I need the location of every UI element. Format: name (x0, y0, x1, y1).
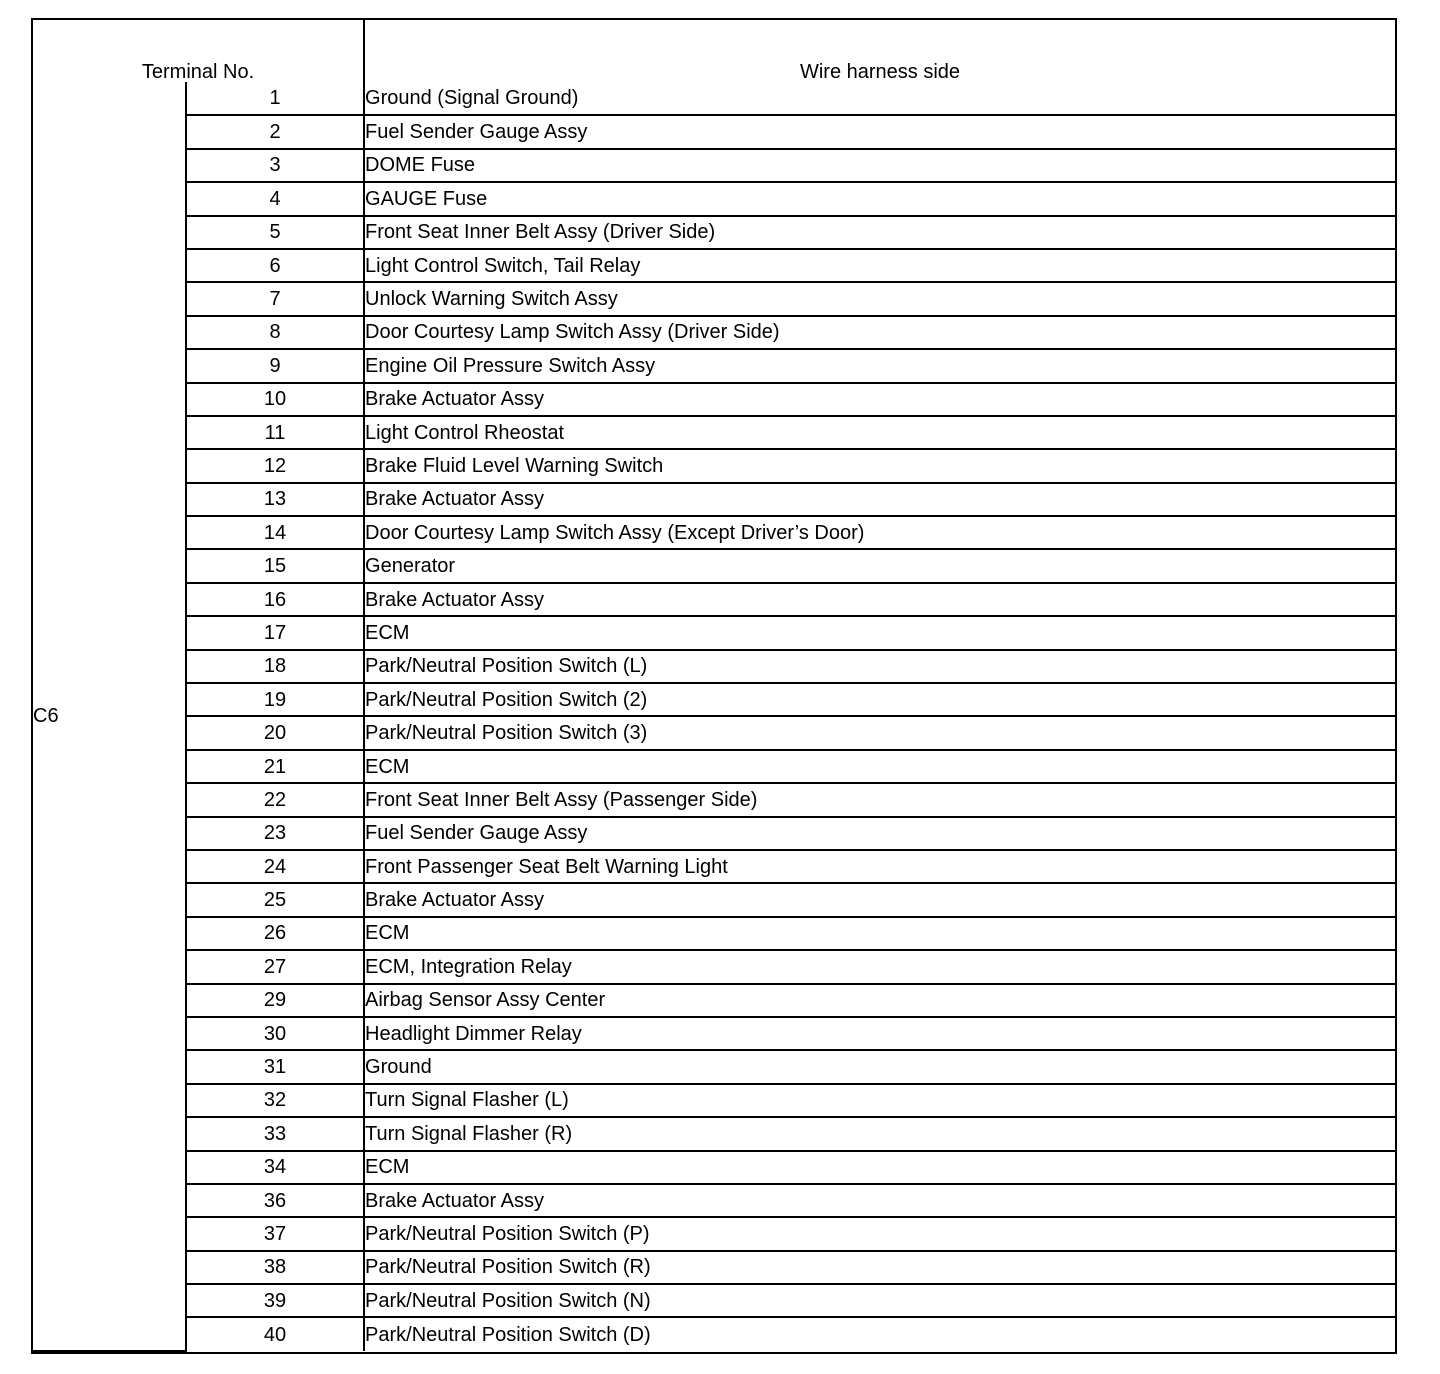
terminal-number: 6 (186, 249, 364, 282)
terminal-number: 11 (186, 416, 364, 449)
wire-harness-side-header: Wire harness side (364, 20, 1395, 82)
terminal-number: 4 (186, 182, 364, 215)
wire-harness-description: Airbag Sensor Assy Center (364, 984, 1395, 1017)
table-row (33, 416, 1395, 449)
wire-harness-description: Light Control Rheostat (364, 416, 1395, 449)
wire-harness-description: Front Passenger Seat Belt Warning Light (364, 850, 1395, 883)
terminal-number: 34 (186, 1151, 364, 1184)
terminal-number: 37 (186, 1217, 364, 1250)
terminal-number: 38 (186, 1251, 364, 1284)
table-row (33, 149, 1395, 182)
table-row (33, 1151, 1395, 1184)
table-row (33, 1050, 1395, 1083)
table-row (33, 850, 1395, 883)
wire-harness-description: Ground (Signal Ground) (364, 82, 1395, 115)
table-row (33, 115, 1395, 148)
wire-harness-description: Brake Actuator Assy (364, 383, 1395, 416)
terminal-number: 18 (186, 650, 364, 683)
terminal-number: 1 (186, 82, 364, 115)
wire-harness-description: ECM (364, 750, 1395, 783)
table-row (33, 316, 1395, 349)
table-row (33, 583, 1395, 616)
wire-harness-description: Brake Actuator Assy (364, 483, 1395, 516)
table-row (33, 383, 1395, 416)
table-row (33, 516, 1395, 549)
table-row (33, 783, 1395, 816)
table-row (33, 1317, 1395, 1351)
terminal-number: 20 (186, 716, 364, 749)
wire-harness-description: Turn Signal Flasher (R) (364, 1117, 1395, 1150)
wire-harness-description: Park/Neutral Position Switch (3) (364, 716, 1395, 749)
terminal-number: 10 (186, 383, 364, 416)
wire-harness-description: Park/Neutral Position Switch (N) (364, 1284, 1395, 1317)
table-row (33, 917, 1395, 950)
table-row (33, 683, 1395, 716)
terminal-number: 2 (186, 115, 364, 148)
wire-harness-description: Headlight Dimmer Relay (364, 1017, 1395, 1050)
wire-harness-description: ECM (364, 616, 1395, 649)
terminal-table-container (31, 18, 1397, 1354)
wire-harness-description: Turn Signal Flasher (L) (364, 1084, 1395, 1117)
wire-harness-description: Front Seat Inner Belt Assy (Driver Side) (364, 216, 1395, 249)
terminal-number: 22 (186, 783, 364, 816)
wire-harness-description: Ground (364, 1050, 1395, 1083)
wire-harness-description: Brake Actuator Assy (364, 1184, 1395, 1217)
terminal-number: 33 (186, 1117, 364, 1150)
table-row (33, 1217, 1395, 1250)
table-row (33, 1251, 1395, 1284)
table-row (33, 1184, 1395, 1217)
terminal-number: 24 (186, 850, 364, 883)
terminal-table (33, 20, 1395, 1352)
table-row (33, 82, 1395, 115)
table-row (33, 1117, 1395, 1150)
wire-harness-description: GAUGE Fuse (364, 182, 1395, 215)
table-row (33, 1084, 1395, 1117)
terminal-number: 40 (186, 1317, 364, 1351)
wire-harness-description: Park/Neutral Position Switch (P) (364, 1217, 1395, 1250)
wire-harness-description: Unlock Warning Switch Assy (364, 282, 1395, 315)
wire-harness-description: ECM (364, 917, 1395, 950)
wire-harness-description: Generator (364, 549, 1395, 582)
table-row (33, 449, 1395, 482)
terminal-no-header: Terminal No. (33, 20, 364, 82)
terminal-number: 39 (186, 1284, 364, 1317)
terminal-number: 12 (186, 449, 364, 482)
wire-harness-description: Fuel Sender Gauge Assy (364, 115, 1395, 148)
table-row (33, 282, 1395, 315)
terminal-number: 3 (186, 149, 364, 182)
terminal-number: 16 (186, 583, 364, 616)
terminal-number: 5 (186, 216, 364, 249)
connector-label: C6 (33, 82, 186, 1351)
terminal-number: 8 (186, 316, 364, 349)
table-row (33, 549, 1395, 582)
table-row (33, 650, 1395, 683)
terminal-number: 29 (186, 984, 364, 1017)
table-row (33, 750, 1395, 783)
terminal-number: 9 (186, 349, 364, 382)
terminal-number: 7 (186, 282, 364, 315)
wire-harness-description: ECM (364, 1151, 1395, 1184)
wire-harness-description: Door Courtesy Lamp Switch Assy (Driver Side) (364, 316, 1395, 349)
table-row (33, 984, 1395, 1017)
terminal-number: 19 (186, 683, 364, 716)
terminal-number: 26 (186, 917, 364, 950)
table-header-row (33, 20, 1395, 82)
wire-harness-description: Fuel Sender Gauge Assy (364, 817, 1395, 850)
terminal-number: 25 (186, 883, 364, 916)
wire-harness-description: Brake Actuator Assy (364, 883, 1395, 916)
wire-harness-description: Park/Neutral Position Switch (R) (364, 1251, 1395, 1284)
wire-harness-description: Park/Neutral Position Switch (D) (364, 1317, 1395, 1351)
table-row (33, 1284, 1395, 1317)
wire-harness-description: Front Seat Inner Belt Assy (Passenger Side) (364, 783, 1395, 816)
terminal-number: 30 (186, 1017, 364, 1050)
wire-harness-description: Door Courtesy Lamp Switch Assy (Except Driver’s Door) (364, 516, 1395, 549)
wire-harness-description: DOME Fuse (364, 149, 1395, 182)
wire-harness-description: Brake Fluid Level Warning Switch (364, 449, 1395, 482)
table-row (33, 950, 1395, 983)
table-row (33, 817, 1395, 850)
terminal-number: 14 (186, 516, 364, 549)
terminal-number: 13 (186, 483, 364, 516)
terminal-number: 36 (186, 1184, 364, 1217)
wire-harness-description: Engine Oil Pressure Switch Assy (364, 349, 1395, 382)
table-row (33, 716, 1395, 749)
table-row (33, 616, 1395, 649)
wire-harness-description: Brake Actuator Assy (364, 583, 1395, 616)
table-row (33, 182, 1395, 215)
table-row (33, 1017, 1395, 1050)
wire-harness-description: Park/Neutral Position Switch (L) (364, 650, 1395, 683)
wire-harness-description: Light Control Switch, Tail Relay (364, 249, 1395, 282)
table-row (33, 216, 1395, 249)
terminal-number: 21 (186, 750, 364, 783)
table-row (33, 483, 1395, 516)
terminal-number: 23 (186, 817, 364, 850)
wire-harness-description: Park/Neutral Position Switch (2) (364, 683, 1395, 716)
table-row (33, 249, 1395, 282)
table-row (33, 349, 1395, 382)
terminal-number: 17 (186, 616, 364, 649)
terminal-number: 27 (186, 950, 364, 983)
terminal-number: 15 (186, 549, 364, 582)
terminal-number: 31 (186, 1050, 364, 1083)
table-body (33, 82, 1395, 1351)
wire-harness-description: ECM, Integration Relay (364, 950, 1395, 983)
terminal-number: 32 (186, 1084, 364, 1117)
table-row (33, 883, 1395, 916)
